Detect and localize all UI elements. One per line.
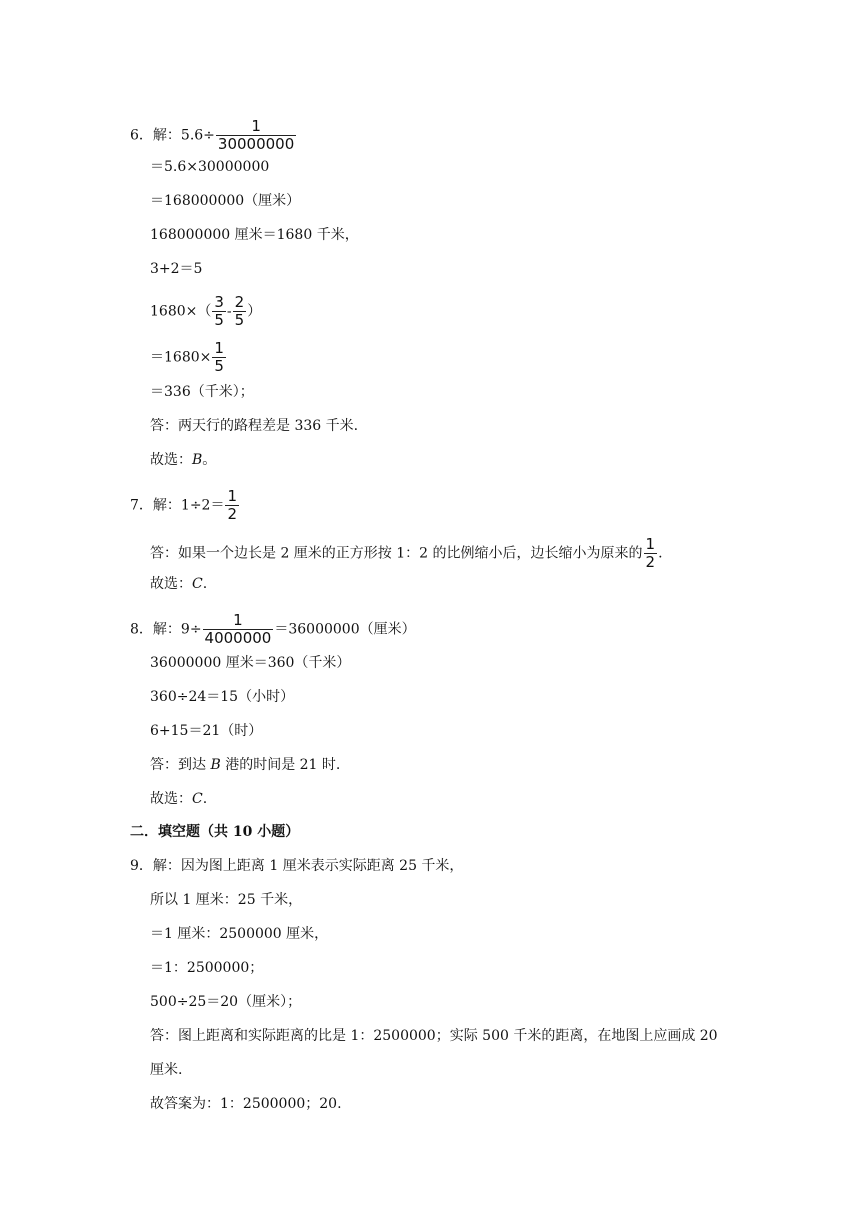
fraction-denominator: 5 bbox=[214, 311, 224, 329]
fraction-numerator: 1 bbox=[233, 611, 243, 629]
q6-choice bbox=[150, 450, 216, 470]
q8-choice-letter: C bbox=[192, 791, 203, 807]
q8-choice-label: 故选： bbox=[150, 791, 192, 807]
q8-prefix: 8．解：9÷ bbox=[130, 621, 202, 638]
q7-solution-start bbox=[130, 487, 240, 523]
q6-line3: ＝168000000（厘米） bbox=[150, 193, 301, 209]
q6-line6-pre: 1680×（ bbox=[150, 303, 212, 320]
q9-line2: 所以 1 厘米：25 千米， bbox=[150, 892, 303, 908]
q9-line7: 厘米. bbox=[150, 1062, 183, 1078]
fraction-numerator: 1 bbox=[214, 339, 224, 357]
q7-choice-end: . bbox=[202, 576, 208, 592]
q7-answer bbox=[150, 535, 663, 571]
q6-choice-end: 。 bbox=[202, 452, 217, 468]
q7-choice-letter: C bbox=[192, 576, 203, 592]
q6-line5: 3+2＝5 bbox=[150, 261, 203, 277]
q6-choice-letter: B bbox=[192, 452, 203, 468]
q9-line1: 9．解：因为图上距离 1 厘米表示实际距离 25 千米， bbox=[130, 858, 464, 874]
q7-answer-end: . bbox=[658, 545, 663, 562]
q6-fraction-1-5 bbox=[212, 340, 226, 375]
q9-line8: 故答案为：1：2500000；20. bbox=[150, 1096, 342, 1112]
fraction-numerator: 1 bbox=[227, 487, 237, 505]
q8-fraction bbox=[203, 612, 274, 647]
q6-prefix: 6．解：5.6÷ bbox=[130, 127, 215, 144]
q6-fraction bbox=[216, 118, 296, 153]
q6-line7-pre: ＝1680× bbox=[150, 349, 212, 366]
q8-line4: 6+15＝21（时） bbox=[150, 723, 263, 739]
q8-suffix: ＝36000000（厘米） bbox=[274, 621, 416, 638]
q6-line2: ＝5.6×30000000 bbox=[150, 159, 270, 175]
fraction-numerator: 3 bbox=[214, 293, 224, 311]
section-heading: 二．填空题（共 10 小题） bbox=[130, 824, 300, 840]
q8-answer bbox=[150, 755, 340, 775]
fraction-denominator: 2 bbox=[645, 553, 656, 571]
fraction-denominator: 2 bbox=[227, 505, 237, 523]
q8-line2: 36000000 厘米＝360（千米） bbox=[150, 655, 351, 671]
q8-answer-pre: 答：到达 bbox=[150, 757, 211, 773]
q7-choice-label: 故选： bbox=[150, 576, 192, 592]
q6-solution-start bbox=[130, 117, 297, 153]
q9-line6: 答：图上距离和实际距离的比是 1：2500000；实际 500 千米的距离，在地图上应画成 20 bbox=[150, 1028, 718, 1044]
fraction-numerator: 1 bbox=[645, 535, 656, 553]
q6-line6-minus: - bbox=[226, 303, 232, 320]
q8-answer-port: B bbox=[210, 757, 221, 773]
q6-fraction-denominator: 30000000 bbox=[217, 135, 295, 153]
q7-answer-text: 答：如果一个边长是 2 厘米的正方形按 1：2 的比例缩小后，边长缩小为原来的 bbox=[150, 545, 643, 562]
q7-choice bbox=[150, 574, 207, 594]
q6-answer: 答：两天行的路程差是 336 千米. bbox=[150, 418, 359, 434]
q6-fraction-3-5 bbox=[212, 294, 226, 329]
q9-line4: ＝1：2500000； bbox=[150, 960, 264, 976]
q7-fraction bbox=[225, 488, 239, 523]
q7-prefix: 7．解：1÷2＝ bbox=[130, 497, 225, 514]
q8-choice bbox=[150, 789, 207, 809]
q9-line5: 500÷25＝20（厘米）； bbox=[150, 994, 302, 1010]
q8-answer-post: 港的时间是 21 时. bbox=[220, 757, 341, 773]
q7-answer-fraction bbox=[644, 536, 658, 571]
fraction-denominator: 5 bbox=[234, 311, 245, 329]
q6-line6 bbox=[150, 293, 262, 329]
q6-line4: 168000000 厘米＝1680 千米， bbox=[150, 227, 359, 243]
fraction-numerator: 2 bbox=[234, 293, 245, 311]
fraction-denominator: 4000000 bbox=[204, 629, 272, 647]
q6-line7 bbox=[150, 339, 227, 375]
q6-line8: ＝336（千米）； bbox=[150, 384, 254, 400]
q6-line6-post: ） bbox=[247, 303, 262, 320]
q8-choice-end: . bbox=[202, 791, 208, 807]
q9-line3: ＝1 厘米：2500000 厘米， bbox=[150, 926, 329, 942]
fraction-denominator: 5 bbox=[214, 357, 224, 375]
q8-line3: 360÷24＝15（小时） bbox=[150, 689, 295, 705]
q6-choice-label: 故选： bbox=[150, 452, 192, 468]
q6-fraction-2-5 bbox=[233, 294, 247, 329]
q6-fraction-numerator: 1 bbox=[251, 117, 261, 135]
q8-solution-start bbox=[130, 611, 416, 647]
